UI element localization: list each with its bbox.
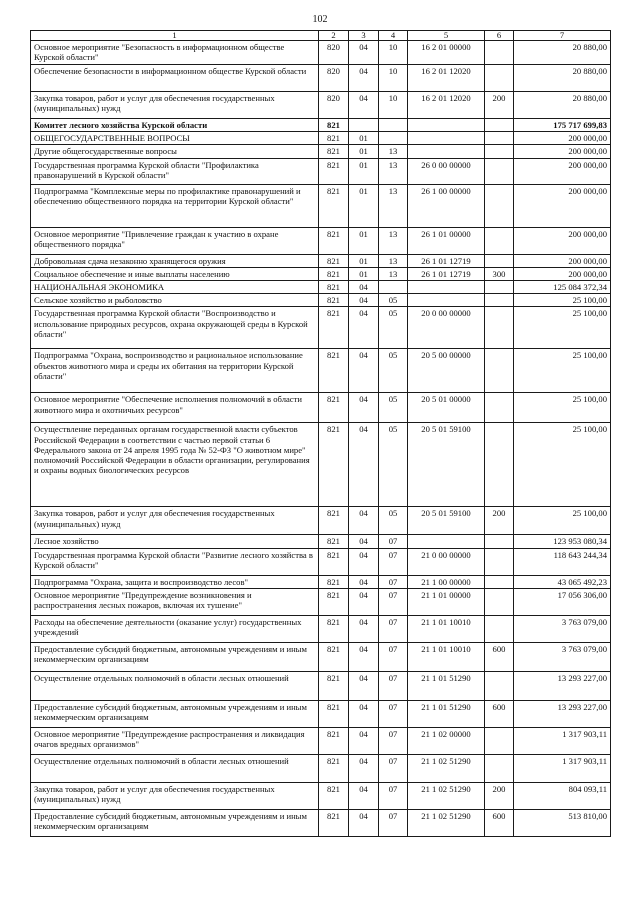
- target-article-code: 21 1 01 51290: [408, 700, 485, 727]
- subsection-code: 07: [379, 575, 408, 588]
- amount: 25 100,00: [514, 307, 611, 349]
- section-code: 04: [349, 281, 379, 294]
- section-code: 04: [349, 41, 379, 65]
- column-number: 7: [514, 31, 611, 41]
- table-row: [31, 41, 611, 65]
- amount: 17 056 306,00: [514, 588, 611, 615]
- expense-type-code: [485, 754, 514, 782]
- table-row: [31, 294, 611, 307]
- column-number: 1: [31, 31, 319, 41]
- section-code: 01: [349, 132, 379, 145]
- target-article-code: [408, 132, 485, 145]
- section-code: 04: [349, 548, 379, 575]
- section-code: 01: [349, 145, 379, 158]
- admin-code: 821: [319, 642, 349, 671]
- subsection-code: 05: [379, 307, 408, 349]
- table-row: [31, 307, 611, 349]
- subsection-code: 13: [379, 254, 408, 267]
- subsection-code: 13: [379, 267, 408, 280]
- row-name: Основное мероприятие "Предупреждение распространения и ликвидация очагов вредных организмов": [31, 727, 319, 754]
- expense-type-code: [485, 535, 514, 548]
- amount: 200 000,00: [514, 227, 611, 254]
- amount: 3 763 079,00: [514, 615, 611, 642]
- page-number: 102: [312, 14, 328, 25]
- target-article-code: 16 2 01 00000: [408, 41, 485, 65]
- amount: 118 643 244,34: [514, 548, 611, 575]
- table-row: [31, 92, 611, 119]
- admin-code: 821: [319, 294, 349, 307]
- table-row: [31, 575, 611, 588]
- subsection-code: 05: [379, 507, 408, 535]
- amount: 43 065 492,23: [514, 575, 611, 588]
- section-code: 04: [349, 727, 379, 754]
- target-article-code: 21 1 01 10010: [408, 615, 485, 642]
- table-row: [31, 615, 611, 642]
- expense-type-code: [485, 184, 514, 227]
- subsection-code: 05: [379, 423, 408, 507]
- target-article-code: 20 5 01 59100: [408, 507, 485, 535]
- expense-type-code: [485, 575, 514, 588]
- subsection-code: 07: [379, 535, 408, 548]
- amount: 25 100,00: [514, 349, 611, 393]
- admin-code: 821: [319, 423, 349, 507]
- table-row: [31, 349, 611, 393]
- expense-type-code: [485, 158, 514, 184]
- subsection-code: 13: [379, 184, 408, 227]
- admin-code: 821: [319, 254, 349, 267]
- target-article-code: 21 1 01 51290: [408, 671, 485, 700]
- target-article-code: 26 1 01 12719: [408, 267, 485, 280]
- admin-code: 821: [319, 727, 349, 754]
- subsection-code: 05: [379, 349, 408, 393]
- target-article-code: [408, 281, 485, 294]
- target-article-code: 21 1 00 00000: [408, 575, 485, 588]
- admin-code: 821: [319, 267, 349, 280]
- expense-type-code: [485, 727, 514, 754]
- admin-code: 821: [319, 393, 349, 423]
- section-code: 04: [349, 671, 379, 700]
- row-name: Другие общегосударственные вопросы: [31, 145, 319, 158]
- amount: 200 000,00: [514, 145, 611, 158]
- table-row: [31, 809, 611, 836]
- row-name: Основное мероприятие "Привлечение граждан к участию в охране общественного порядка": [31, 227, 319, 254]
- row-name: Осуществление отдельных полномочий в области лесных отношений: [31, 671, 319, 700]
- column-number: 4: [379, 31, 408, 41]
- row-name: ОБЩЕГОСУДАРСТВЕННЫЕ ВОПРОСЫ: [31, 132, 319, 145]
- subsection-code: 13: [379, 227, 408, 254]
- subsection-code: 07: [379, 548, 408, 575]
- target-article-code: 20 5 00 00000: [408, 349, 485, 393]
- subsection-code: 07: [379, 727, 408, 754]
- admin-code: 820: [319, 92, 349, 119]
- section-code: 04: [349, 782, 379, 809]
- budget-table-body: [31, 41, 611, 837]
- target-article-code: [408, 535, 485, 548]
- admin-code: 821: [319, 809, 349, 836]
- row-name: Комитет лесного хозяйства Курской области: [31, 119, 319, 132]
- amount: 513 810,00: [514, 809, 611, 836]
- expense-type-code: [485, 119, 514, 132]
- table-row: [31, 254, 611, 267]
- row-name: Закупка товаров, работ и услуг для обеспечения государственных (муниципальных) нужд: [31, 782, 319, 809]
- amount: 3 763 079,00: [514, 642, 611, 671]
- expense-type-code: [485, 132, 514, 145]
- section-code: [349, 119, 379, 132]
- row-name: Социальное обеспечение и иные выплаты населению: [31, 267, 319, 280]
- table-row: [31, 507, 611, 535]
- table-row: [31, 588, 611, 615]
- amount: 25 100,00: [514, 507, 611, 535]
- section-code: 04: [349, 294, 379, 307]
- admin-code: 821: [319, 145, 349, 158]
- row-name: Обеспечение безопасности в информационном обществе Курской области: [31, 65, 319, 92]
- table-row: [31, 65, 611, 92]
- row-name: Государственная программа Курской области "Развитие лесного хозяйства в Курской области": [31, 548, 319, 575]
- column-number: 6: [485, 31, 514, 41]
- expense-type-code: 600: [485, 809, 514, 836]
- expense-type-code: [485, 671, 514, 700]
- expense-type-code: [485, 307, 514, 349]
- subsection-code: [379, 132, 408, 145]
- table-row: [31, 700, 611, 727]
- section-code: 04: [349, 423, 379, 507]
- section-code: 04: [349, 700, 379, 727]
- section-code: 04: [349, 642, 379, 671]
- row-name: Лесное хозяйство: [31, 535, 319, 548]
- row-name: Основное мероприятие "Безопасность в информационном обществе Курской области": [31, 41, 319, 65]
- row-name: Осуществление переданных органам государственной власти субъектов Российской Федерации в соответствии с частью первой статьи 6 Федерального закона от 24 апреля 1995 года № 52-ФЗ "О животном мире" полномочий Российской Федерации в области организации, регулирования и охраны водных биологических ресурсов: [31, 423, 319, 507]
- amount: 20 880,00: [514, 65, 611, 92]
- table-row: [31, 145, 611, 158]
- expense-type-code: 200: [485, 92, 514, 119]
- amount: 125 084 372,34: [514, 281, 611, 294]
- table-row: [31, 671, 611, 700]
- target-article-code: 21 0 00 00000: [408, 548, 485, 575]
- target-article-code: 21 1 01 10010: [408, 642, 485, 671]
- target-article-code: 21 1 02 51290: [408, 782, 485, 809]
- admin-code: 821: [319, 227, 349, 254]
- row-name: Предоставление субсидий бюджетным, автономным учреждениям и иным некоммерческим организациям: [31, 700, 319, 727]
- admin-code: 820: [319, 41, 349, 65]
- row-name: Закупка товаров, работ и услуг для обеспечения государственных (муниципальных) нужд: [31, 507, 319, 535]
- row-name: Основное мероприятие "Предупреждение возникновения и распространения лесных пожаров, включая их тушение": [31, 588, 319, 615]
- amount: 20 880,00: [514, 41, 611, 65]
- section-code: 04: [349, 393, 379, 423]
- expense-type-code: [485, 349, 514, 393]
- expense-type-code: [485, 41, 514, 65]
- subsection-code: 07: [379, 642, 408, 671]
- table-row: [31, 267, 611, 280]
- expense-type-code: [485, 423, 514, 507]
- column-number: 2: [319, 31, 349, 41]
- admin-code: 821: [319, 575, 349, 588]
- admin-code: 821: [319, 307, 349, 349]
- amount: 200 000,00: [514, 184, 611, 227]
- target-article-code: 21 1 02 00000: [408, 727, 485, 754]
- section-code: 04: [349, 588, 379, 615]
- subsection-code: 07: [379, 754, 408, 782]
- section-code: 04: [349, 615, 379, 642]
- section-code: 04: [349, 809, 379, 836]
- admin-code: 821: [319, 754, 349, 782]
- target-article-code: 26 1 01 12719: [408, 254, 485, 267]
- row-name: Расходы на обеспечение деятельности (оказание услуг) государственных учреждений: [31, 615, 319, 642]
- section-code: 04: [349, 92, 379, 119]
- row-name: Подпрограмма "Комплексные меры по профилактике правонарушений и обеспечению общественного порядка на территории Курской области": [31, 184, 319, 227]
- admin-code: 821: [319, 700, 349, 727]
- table-row: [31, 132, 611, 145]
- expense-type-code: [485, 615, 514, 642]
- section-code: 01: [349, 254, 379, 267]
- admin-code: 821: [319, 782, 349, 809]
- section-code: 04: [349, 349, 379, 393]
- amount: 25 100,00: [514, 423, 611, 507]
- row-name: Государственная программа Курской области "Воспроизводство и использование природных ресурсов, охрана окружающей среды в Курской области": [31, 307, 319, 349]
- table-row: [31, 727, 611, 754]
- subsection-code: 07: [379, 671, 408, 700]
- amount: 13 293 227,00: [514, 671, 611, 700]
- column-number-row: [31, 31, 611, 41]
- budget-table: [30, 30, 611, 837]
- table-row: [31, 642, 611, 671]
- table-row: [31, 227, 611, 254]
- row-name: НАЦИОНАЛЬНАЯ ЭКОНОМИКА: [31, 281, 319, 294]
- target-article-code: 16 2 01 12020: [408, 92, 485, 119]
- column-number: 3: [349, 31, 379, 41]
- row-name: Подпрограмма "Охрана, воспроизводство и рациональное использование объектов животного мира и среды их обитания на территории Курской области": [31, 349, 319, 393]
- table-row: [31, 535, 611, 548]
- table-row: [31, 754, 611, 782]
- section-code: 04: [349, 307, 379, 349]
- subsection-code: 13: [379, 158, 408, 184]
- subsection-code: 05: [379, 294, 408, 307]
- section-code: 04: [349, 754, 379, 782]
- subsection-code: 07: [379, 782, 408, 809]
- table-row: [31, 184, 611, 227]
- section-code: 01: [349, 267, 379, 280]
- amount: 1 317 903,11: [514, 727, 611, 754]
- expense-type-code: 200: [485, 782, 514, 809]
- target-article-code: [408, 294, 485, 307]
- subsection-code: 07: [379, 588, 408, 615]
- amount: 25 100,00: [514, 294, 611, 307]
- expense-type-code: [485, 393, 514, 423]
- subsection-code: 07: [379, 700, 408, 727]
- amount: 200 000,00: [514, 267, 611, 280]
- amount: 1 317 903,11: [514, 754, 611, 782]
- row-name: Закупка товаров, работ и услуг для обеспечения государственных (муниципальных) нужд: [31, 92, 319, 119]
- amount: 20 880,00: [514, 92, 611, 119]
- admin-code: 821: [319, 535, 349, 548]
- target-article-code: 21 1 02 51290: [408, 754, 485, 782]
- target-article-code: 26 0 00 00000: [408, 158, 485, 184]
- expense-type-code: [485, 227, 514, 254]
- admin-code: 821: [319, 548, 349, 575]
- table-row: [31, 548, 611, 575]
- subsection-code: 07: [379, 809, 408, 836]
- section-code: 04: [349, 65, 379, 92]
- admin-code: 820: [319, 65, 349, 92]
- table-row: [31, 119, 611, 132]
- expense-type-code: [485, 588, 514, 615]
- target-article-code: 26 1 01 00000: [408, 227, 485, 254]
- admin-code: 821: [319, 119, 349, 132]
- amount: 200 000,00: [514, 158, 611, 184]
- amount: 175 717 699,83: [514, 119, 611, 132]
- section-code: 01: [349, 227, 379, 254]
- subsection-code: [379, 281, 408, 294]
- amount: 25 100,00: [514, 393, 611, 423]
- target-article-code: [408, 119, 485, 132]
- expense-type-code: [485, 65, 514, 92]
- table-row: [31, 393, 611, 423]
- subsection-code: 10: [379, 65, 408, 92]
- row-name: Государственная программа Курской области "Профилактика правонарушений в Курской области": [31, 158, 319, 184]
- table-row: [31, 158, 611, 184]
- amount: 200 000,00: [514, 254, 611, 267]
- subsection-code: [379, 119, 408, 132]
- expense-type-code: 600: [485, 642, 514, 671]
- expense-type-code: [485, 281, 514, 294]
- section-code: 04: [349, 575, 379, 588]
- target-article-code: 21 1 01 00000: [408, 588, 485, 615]
- row-name: Основное мероприятие "Обеспечение исполнения полномочий в области животного мира и охотничьих ресурсов": [31, 393, 319, 423]
- row-name: Подпрограмма "Охрана, защита и воспроизводство лесов": [31, 575, 319, 588]
- admin-code: 821: [319, 184, 349, 227]
- target-article-code: 21 1 02 51290: [408, 809, 485, 836]
- section-code: 01: [349, 184, 379, 227]
- row-name: Предоставление субсидий бюджетным, автономным учреждениям и иным некоммерческим организациям: [31, 642, 319, 671]
- subsection-code: 05: [379, 393, 408, 423]
- column-number: 5: [408, 31, 485, 41]
- table-row: [31, 782, 611, 809]
- expense-type-code: 200: [485, 507, 514, 535]
- expense-type-code: [485, 548, 514, 575]
- target-article-code: 20 0 00 00000: [408, 307, 485, 349]
- target-article-code: 20 5 01 00000: [408, 393, 485, 423]
- amount: 804 093,11: [514, 782, 611, 809]
- row-name: Осуществление отдельных полномочий в области лесных отношений: [31, 754, 319, 782]
- expense-type-code: 300: [485, 267, 514, 280]
- expense-type-code: [485, 145, 514, 158]
- section-code: 04: [349, 507, 379, 535]
- subsection-code: 13: [379, 145, 408, 158]
- amount: 13 293 227,00: [514, 700, 611, 727]
- admin-code: 821: [319, 671, 349, 700]
- table-row: [31, 423, 611, 507]
- section-code: 04: [349, 535, 379, 548]
- admin-code: 821: [319, 615, 349, 642]
- row-name: Предоставление субсидий бюджетным, автономным учреждениям и иным некоммерческим организациям: [31, 809, 319, 836]
- admin-code: 821: [319, 588, 349, 615]
- admin-code: 821: [319, 158, 349, 184]
- subsection-code: 10: [379, 92, 408, 119]
- subsection-code: 07: [379, 615, 408, 642]
- section-code: 01: [349, 158, 379, 184]
- expense-type-code: [485, 254, 514, 267]
- expense-type-code: 600: [485, 700, 514, 727]
- row-name: Добровольная сдача незаконно хранящегося оружия: [31, 254, 319, 267]
- target-article-code: [408, 145, 485, 158]
- expense-type-code: [485, 294, 514, 307]
- target-article-code: 26 1 00 00000: [408, 184, 485, 227]
- admin-code: 821: [319, 132, 349, 145]
- admin-code: 821: [319, 507, 349, 535]
- target-article-code: 16 2 01 12020: [408, 65, 485, 92]
- amount: 123 953 080,34: [514, 535, 611, 548]
- subsection-code: 10: [379, 41, 408, 65]
- table-row: [31, 281, 611, 294]
- admin-code: 821: [319, 281, 349, 294]
- amount: 200 000,00: [514, 132, 611, 145]
- row-name: Сельское хозяйство и рыболовство: [31, 294, 319, 307]
- admin-code: 821: [319, 349, 349, 393]
- target-article-code: 20 5 01 59100: [408, 423, 485, 507]
